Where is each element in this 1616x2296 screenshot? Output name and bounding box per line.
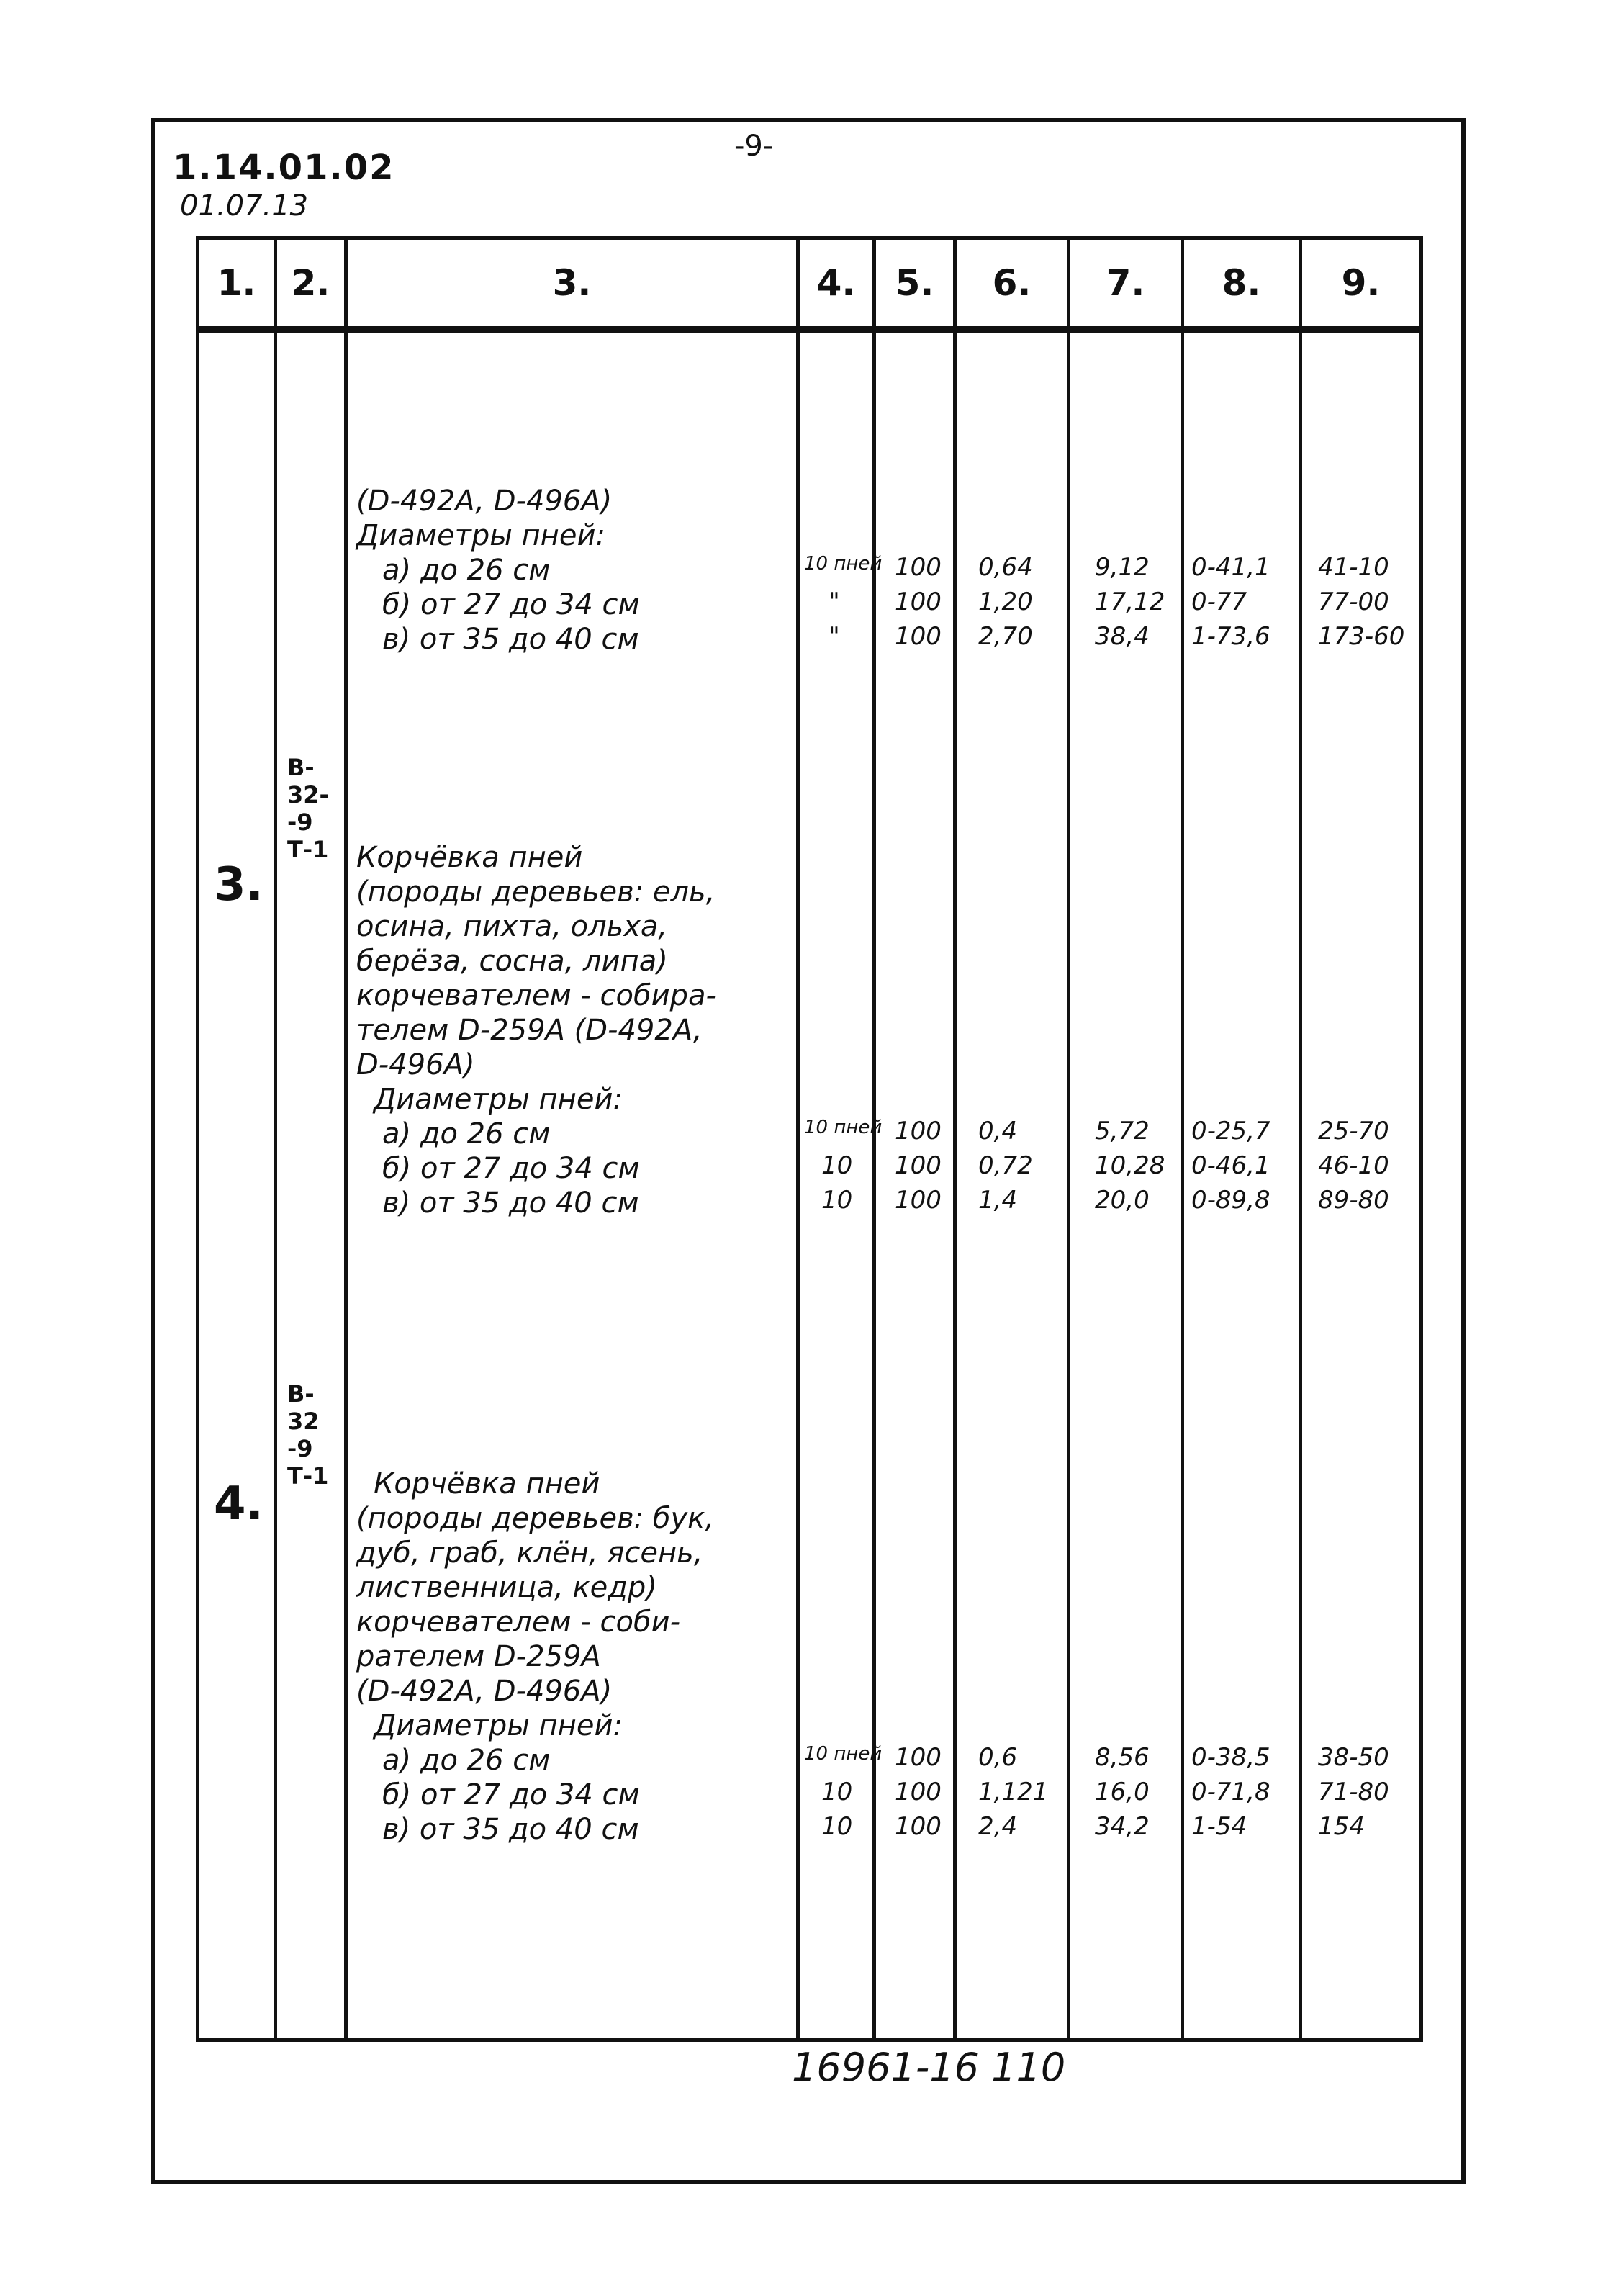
header-col-3: 3. <box>346 238 798 330</box>
code-line: Т-1 <box>287 836 329 863</box>
unit-value: 10 пней <box>804 1743 883 1765</box>
col-5-value: 100 <box>895 1812 942 1841</box>
description-line: корчевателем - собира- <box>356 979 716 1012</box>
description-block-1 <box>356 484 640 657</box>
col-9-cell <box>1301 330 1422 2040</box>
col-7-value: 10,28 <box>1095 1151 1165 1180</box>
page-number: -9- <box>734 130 774 163</box>
description-line: корчевателем - соби- <box>356 1606 681 1639</box>
header-row <box>198 238 1422 330</box>
col-6-value: 0,72 <box>978 1151 1033 1180</box>
unit-value: 10 пней <box>804 553 883 575</box>
description-line: (D-492A, D-496A) <box>356 485 613 518</box>
code-line: В- <box>287 1380 315 1408</box>
unit-value: 10 <box>821 1186 853 1215</box>
description-line: (породы деревьев: ель, <box>356 875 716 909</box>
row-number-4: 4. <box>214 1477 263 1531</box>
document-date: 01.07.13 <box>180 189 309 222</box>
col-9-value: 38-50 <box>1318 1743 1389 1772</box>
col-9-value: 71-80 <box>1318 1778 1389 1806</box>
col-8-value: 0-46,1 <box>1191 1151 1270 1180</box>
col-5-value: 100 <box>895 1778 942 1806</box>
code-line: -9 <box>287 809 313 836</box>
description-line: берёза, сосна, липа) <box>356 945 668 978</box>
col-7-value: 34,2 <box>1095 1812 1150 1841</box>
col-9-value: 25-70 <box>1318 1117 1389 1145</box>
item-label: а) до 26 см <box>382 554 551 587</box>
description-line: Корчёвка пней <box>356 841 583 874</box>
col-7-cell <box>1069 330 1183 2040</box>
col-8-value: 1-54 <box>1191 1812 1247 1841</box>
col-9-value: 154 <box>1318 1812 1365 1841</box>
col-7-value: 17,12 <box>1095 587 1165 616</box>
description-line: лиственница, кедр) <box>356 1571 657 1604</box>
description-line: Диаметры пней: <box>374 1709 623 1742</box>
col-8-value: 0-89,8 <box>1191 1186 1270 1215</box>
col-5-value: 100 <box>895 1186 942 1215</box>
description-block-3 <box>356 840 716 1220</box>
col-6-value: 1,4 <box>978 1186 1018 1215</box>
col-7-value: 8,56 <box>1095 1743 1150 1772</box>
col-5-value: 100 <box>895 1117 942 1145</box>
code-line: 32- <box>287 781 329 809</box>
description-line: (D-492A, D-496A) <box>356 1675 613 1708</box>
description-line: Диаметры пней: <box>374 1083 623 1116</box>
description-line: дуб, граб, клён, ясень, <box>356 1536 703 1570</box>
description-line: (породы деревьев: бук, <box>356 1502 715 1535</box>
col-8-value: 1-73,6 <box>1191 622 1270 651</box>
col-9-value: 46-10 <box>1318 1151 1389 1180</box>
description-line: рателем D-259A <box>356 1640 601 1673</box>
col-7-value: 9,12 <box>1095 553 1150 582</box>
footer-number: 16961-16 110 <box>792 2045 1066 2090</box>
col-5-value: 100 <box>895 587 942 616</box>
col-8-cell <box>1183 330 1301 2040</box>
col-8-value: 0-41,1 <box>1191 553 1270 582</box>
col-8-value: 0-25,7 <box>1191 1117 1270 1145</box>
item-label: б) от 27 до 34 см <box>382 1778 640 1811</box>
description-line: осина, пихта, ольха, <box>356 910 668 943</box>
col-5-value: 100 <box>895 1743 942 1772</box>
item-label: а) до 26 см <box>382 1117 551 1151</box>
col-5-value: 100 <box>895 622 942 651</box>
col-9-value: 89-80 <box>1318 1186 1389 1215</box>
col-6-value: 0,4 <box>978 1117 1018 1145</box>
col-3-cell <box>346 330 798 2040</box>
col-9-value: 77-00 <box>1318 587 1389 616</box>
col-6-value: 1,121 <box>978 1778 1049 1806</box>
code-line: -9 <box>287 1435 313 1462</box>
unit-value: 10 пней <box>804 1117 883 1138</box>
unit-value: 10 <box>821 1151 853 1180</box>
col-4-cell <box>798 330 883 2040</box>
col-8-value: 0-77 <box>1191 587 1247 616</box>
item-label: а) до 26 см <box>382 1744 551 1777</box>
unit-value: " <box>829 587 840 616</box>
col-6-value: 0,6 <box>978 1743 1018 1772</box>
header-col-4: 4. <box>798 238 875 330</box>
unit-value: 10 <box>821 1812 853 1841</box>
code-line: 32 <box>287 1408 320 1435</box>
header-col-6: 6. <box>955 238 1069 330</box>
description-line: Корчёвка пней <box>374 1467 600 1500</box>
col-5-value: 100 <box>895 553 942 582</box>
col-9-value: 41-10 <box>1318 553 1389 582</box>
col-1-cell <box>198 330 276 2040</box>
header-col-1: 1. <box>198 238 276 330</box>
col-6-cell <box>955 330 1069 2040</box>
header-col-7: 7. <box>1069 238 1183 330</box>
col-7-value: 20,0 <box>1095 1186 1150 1215</box>
description-line: телем D-259A (D-492A, <box>356 1014 703 1047</box>
col-2-cell <box>276 330 346 2040</box>
col-8-value: 0-38,5 <box>1191 1743 1270 1772</box>
col-8-value: 0-71,8 <box>1191 1778 1270 1806</box>
document-code: 1.14.01.02 <box>173 148 395 188</box>
header-col-9: 9. <box>1301 238 1422 330</box>
col-6-value: 1,20 <box>978 587 1033 616</box>
col-7-value: 38,4 <box>1095 622 1150 651</box>
item-label: в) от 35 до 40 см <box>382 623 639 656</box>
header-col-5: 5. <box>875 238 955 330</box>
col-9-value: 173-60 <box>1318 622 1405 651</box>
row-number-3: 3. <box>214 858 263 911</box>
header-col-2: 2. <box>276 238 346 330</box>
item-label: б) от 27 до 34 см <box>382 588 640 621</box>
table-body-row <box>198 330 1422 2040</box>
item-label: в) от 35 до 40 см <box>382 1813 639 1846</box>
col-7-value: 5,72 <box>1095 1117 1150 1145</box>
item-label: б) от 27 до 34 см <box>382 1152 640 1185</box>
code-line: Т-1 <box>287 1462 329 1490</box>
col-6-value: 2,4 <box>978 1812 1018 1841</box>
description-block-4 <box>356 1467 714 1847</box>
header-col-8: 8. <box>1183 238 1301 330</box>
item-label: в) от 35 до 40 см <box>382 1187 639 1220</box>
col-6-value: 2,70 <box>978 622 1033 651</box>
description-line: D-496A) <box>356 1048 475 1081</box>
col-6-value: 0,64 <box>978 553 1033 582</box>
code-line: В- <box>287 754 315 781</box>
unit-value: " <box>829 622 840 651</box>
unit-value: 10 <box>821 1778 853 1806</box>
estimate-table <box>196 236 1423 2042</box>
col-5-cell <box>875 330 955 2040</box>
description-line: Диаметры пней: <box>356 519 605 552</box>
col-5-value: 100 <box>895 1151 942 1180</box>
col-7-value: 16,0 <box>1095 1778 1150 1806</box>
